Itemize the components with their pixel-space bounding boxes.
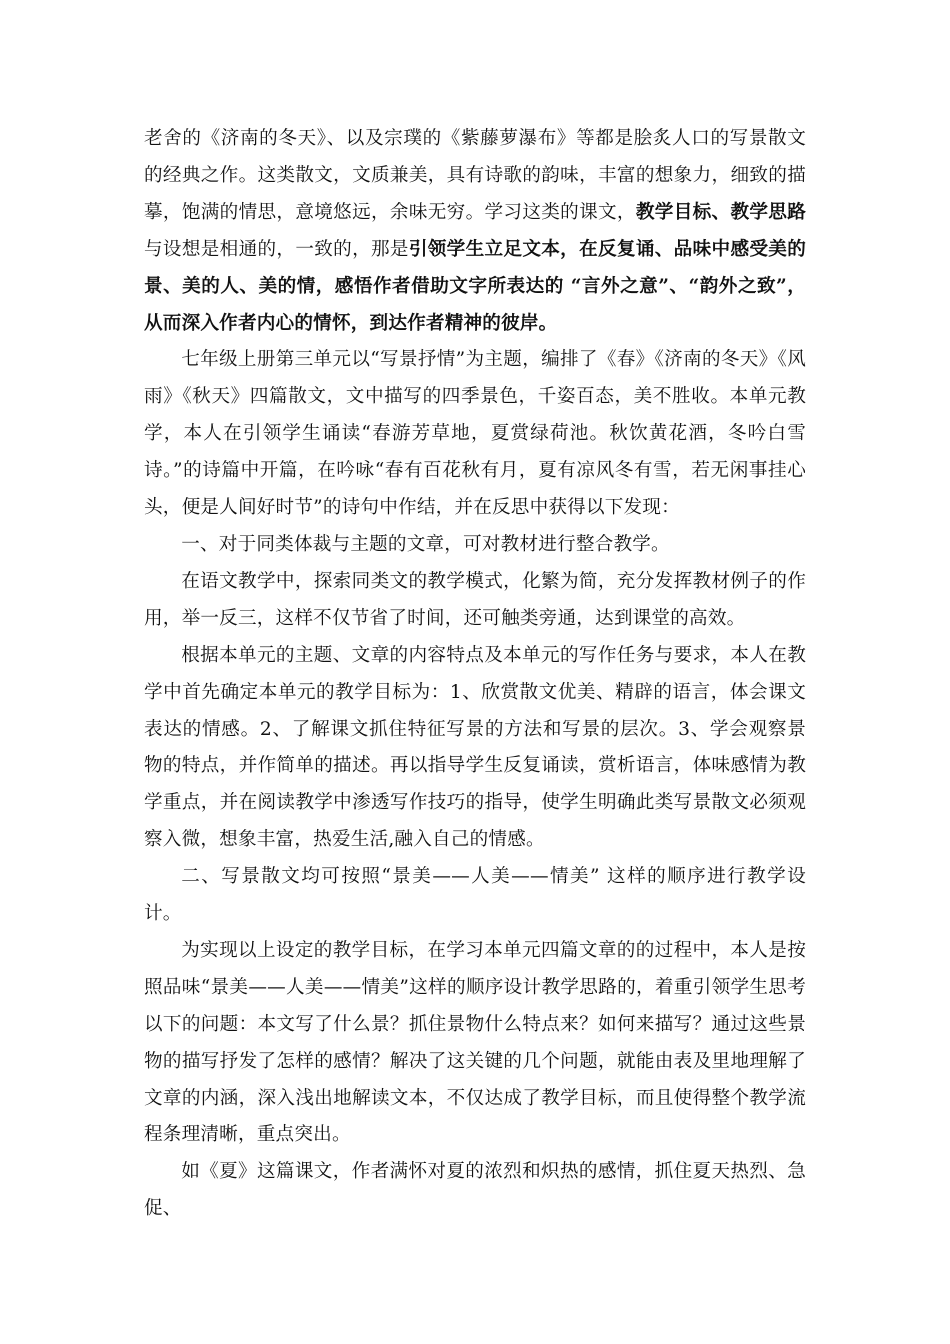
section-heading-1: 一、对于同类体裁与主题的文章，可对教材进行整合教学。 bbox=[181, 533, 670, 555]
paragraph-intro bbox=[144, 121, 806, 342]
body-text bbox=[144, 121, 806, 1228]
paragraph: 根据本单元的主题、文章的内容特点及本单元的写作任务与要求，本人在教学中首先确定本单元的教学目标为：1、欣赏散文优美、精辟的语言，体会课文表达的情感。2、了解课文抓住特征写景的方法和写景的层次。3、学会观察景物的特点，并作简单的描述。再以指导学生反复诵读，赏析语言，体味感情为教学重点，并在阅读教学中渗透写作技巧的指导，使学生明确此类写景散文必须观察入微，想象丰富，热爱生活,融入自己的情感。 bbox=[144, 644, 806, 851]
section-heading-2: 二、写景散文均可按照“景美——人美——情美” 这样的顺序进行教学设计。 bbox=[144, 866, 806, 925]
paragraph: 为实现以上设定的教学目标，在学习本单元四篇文章的的过程中，本人是按照品味“景美——人美——情美”这样的顺序设计教学思路的，着重引领学生思考以下的问题：本文写了什么景？抓住景物什么特点来？如何来描写？通过这些景物的描写抒发了怎样的感情？解决了这关键的几个问题，就能由表及里地理解了文章的内涵，深入浅出地解读文本，不仅达成了教学目标，而且使得整个教学流程条理清晰，重点突出。 bbox=[144, 939, 806, 1146]
intro-text-continued: 与设想是相通的，一致的，那是 bbox=[144, 238, 409, 260]
paragraph: 如《夏》这篇课文，作者满怀对夏的浓烈和炽热的感情，抓住夏天热烈、急促、 bbox=[144, 1161, 806, 1220]
intro-text: 老舍的《济南的冬天》、以及宗璞的《紫藤萝瀑布》等都是脍炙人口的写景散文的经典之作。这类散文，文质兼美，具有诗歌的韵味，丰富的想象力，细致的描摹，饱满的情思，意境悠远，余味无穷。学习这类的课文， bbox=[144, 128, 806, 223]
paragraph-unit-overview: 七年级上册第三单元以“写景抒情”为主题，编排了《春》《济南的冬天》《风雨》《秋天》四篇散文，文中描写的四季景色，千姿百态，美不胜收。本单元教学，本人在引领学生诵读“春游芳草地，夏赏绿荷池。秋饮黄花酒，冬吟白雪诗。”的诗篇中开篇，在吟咏“春有百花秋有月，夏有凉风冬有雪，若无闲事挂心头，便是人间好时节”的诗句中作结，并在反思中获得以下发现： bbox=[144, 349, 806, 519]
paragraph: 在语文教学中，探索同类文的教学模式，化繁为简，充分发挥教材例子的作用，举一反三，这样不仅节省了时间，还可触类旁通，达到课堂的高效。 bbox=[144, 570, 806, 629]
bold-teaching-goals: 教学目标、教学思路 bbox=[635, 201, 806, 223]
bold-thesis: 引领学生立足文本，在反复诵、品味中感受美的景、美的人、美的情，感悟作者借助文字所表达的 “言外之意”、“韵外之致”，从而深入作者内心的情怀，到达作者精神的彼岸。 bbox=[144, 238, 806, 334]
